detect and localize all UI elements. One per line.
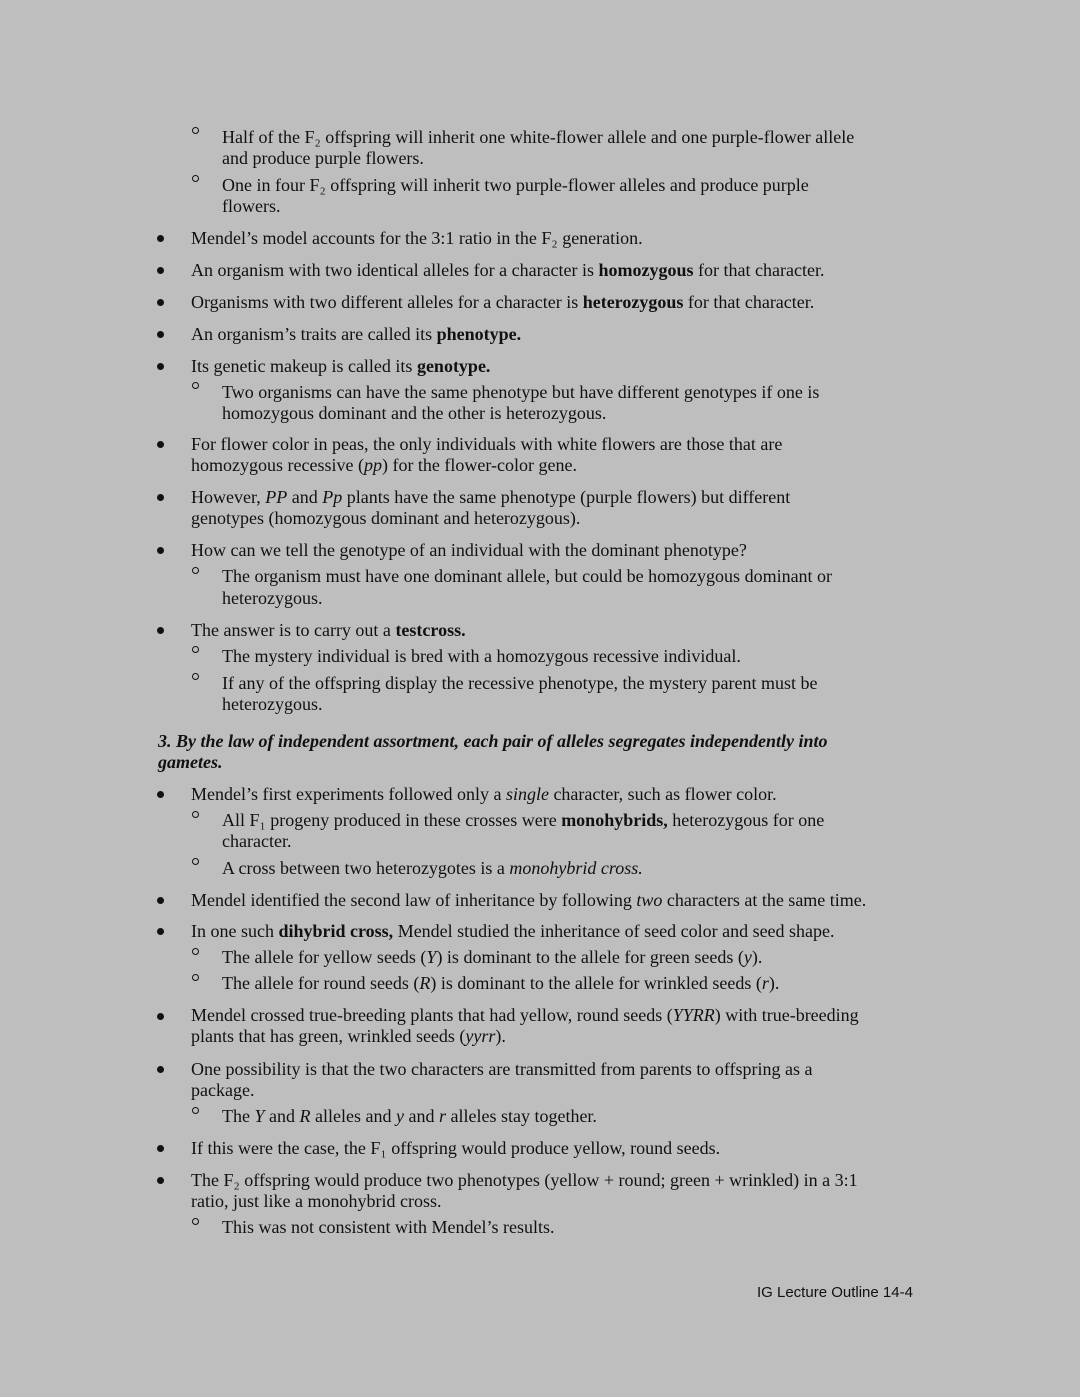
- sub-bullet: [192, 974, 199, 981]
- text-line: homozygous recessive (pp) for the flower-color gene.: [191, 455, 577, 475]
- text-line: flowers.: [222, 196, 281, 216]
- text-line: Mendel identified the second law of inheritance by following two characters at the same time.: [191, 890, 867, 910]
- sub-bullet: [192, 948, 199, 955]
- text-line: heterozygous.: [222, 694, 323, 714]
- sub-bullet: [192, 1107, 199, 1114]
- bullet: [157, 299, 164, 306]
- text-line: The Y and R alleles and y and r alleles stay together.: [222, 1106, 597, 1126]
- text-line: For flower color in peas, the only individuals with white flowers are those that are: [191, 434, 783, 454]
- sub-bullet: [192, 175, 199, 182]
- text-line: genotypes (homozygous dominant and heterozygous).: [191, 508, 581, 528]
- text-line: A cross between two heterozygotes is a monohybrid cross.: [222, 858, 643, 878]
- text-line: Half of the F₂ offspring will inherit one white-flower allele and one purple-flower allele: [222, 127, 855, 147]
- bullet: [157, 791, 164, 798]
- text-line: The answer is to carry out a testcross.: [191, 620, 466, 640]
- text-line: Its genetic makeup is called its genotype.: [191, 356, 491, 376]
- text-line: Mendel crossed true-breeding plants that had yellow, round seeds (YYRR) with true-breeding: [191, 1005, 859, 1025]
- bullet: [157, 235, 164, 242]
- bullet: [157, 1013, 164, 1020]
- text-line: The F₂ offspring would produce two phenotypes (yellow + round; green + wrinkled) in a 3:1: [191, 1170, 858, 1190]
- text-line: plants that has green, wrinkled seeds (yyrr).: [191, 1026, 506, 1046]
- text-line: homozygous dominant and the other is heterozygous.: [222, 403, 607, 423]
- sub-bullet: [192, 646, 199, 653]
- sub-bullet: [192, 1218, 199, 1225]
- text-line: and produce purple flowers.: [222, 148, 424, 168]
- text-line: ratio, just like a monohybrid cross.: [191, 1191, 442, 1211]
- text-line: character.: [222, 831, 292, 851]
- page-footer: IG Lecture Outline 14-4: [757, 1284, 913, 1301]
- text-line: One in four F₂ offspring will inherit two purple-flower alleles and produce purple: [222, 175, 809, 195]
- bullet: [157, 1066, 164, 1073]
- bullet: [157, 1145, 164, 1152]
- sub-bullet: [192, 567, 199, 574]
- text-line: All F₁ progeny produced in these crosses were monohybrids, heterozygous for one: [222, 810, 825, 830]
- sub-bullet: [192, 811, 199, 818]
- sub-bullet: [192, 858, 199, 865]
- bullet: [157, 331, 164, 338]
- section-heading: 3. By the law of independent assortment, each pair of alleles segregates independently into: [158, 731, 828, 751]
- text-line: An organism’s traits are called its phenotype.: [191, 324, 522, 344]
- text-line: Mendel’s first experiments followed only a single character, such as flower color.: [191, 784, 777, 804]
- text-line: In one such dihybrid cross, Mendel studied the inheritance of seed color and seed shape.: [191, 921, 835, 941]
- text-line: The mystery individual is bred with a homozygous recessive individual.: [222, 646, 741, 666]
- text-line: If this were the case, the F₁ offspring would produce yellow, round seeds.: [191, 1138, 721, 1158]
- text-line: If any of the offspring display the recessive phenotype, the mystery parent must be: [222, 673, 818, 693]
- text-line: How can we tell the genotype of an individual with the dominant phenotype?: [191, 540, 747, 560]
- bullet: [157, 363, 164, 370]
- text-line: Mendel’s model accounts for the 3:1 ratio in the F₂ generation.: [191, 228, 643, 248]
- bullet: [157, 1177, 164, 1184]
- text-line: However, PP and Pp plants have the same phenotype (purple flowers) but different: [191, 487, 791, 507]
- bullet: [157, 441, 164, 448]
- text-line: Two organisms can have the same phenotype but have different genotypes if one is: [222, 382, 820, 402]
- text-line: The allele for yellow seeds (Y) is dominant to the allele for green seeds (y).: [222, 947, 763, 967]
- section-heading: gametes.: [158, 752, 223, 772]
- bullet: [157, 627, 164, 634]
- bullet: [157, 267, 164, 274]
- sub-bullet: [192, 673, 199, 680]
- text-line: package.: [191, 1080, 255, 1100]
- text-line: An organism with two identical alleles for a character is homozygous for that character.: [191, 260, 825, 280]
- bullet: [157, 897, 164, 904]
- bullet: [157, 494, 164, 501]
- text-line: The allele for round seeds (R) is dominant to the allele for wrinkled seeds (r).: [222, 973, 780, 993]
- text-line: This was not consistent with Mendel’s results.: [222, 1217, 555, 1237]
- sub-bullet: [192, 382, 199, 389]
- bullet: [157, 547, 164, 554]
- text-line: heterozygous.: [222, 588, 323, 608]
- bullet: [157, 928, 164, 935]
- text-line: One possibility is that the two characters are transmitted from parents to offspring as a: [191, 1059, 813, 1079]
- sub-bullet: [192, 127, 199, 134]
- text-line: The organism must have one dominant allele, but could be homozygous dominant or: [222, 566, 833, 586]
- text-line: Organisms with two different alleles for a character is heterozygous for that character.: [191, 292, 815, 312]
